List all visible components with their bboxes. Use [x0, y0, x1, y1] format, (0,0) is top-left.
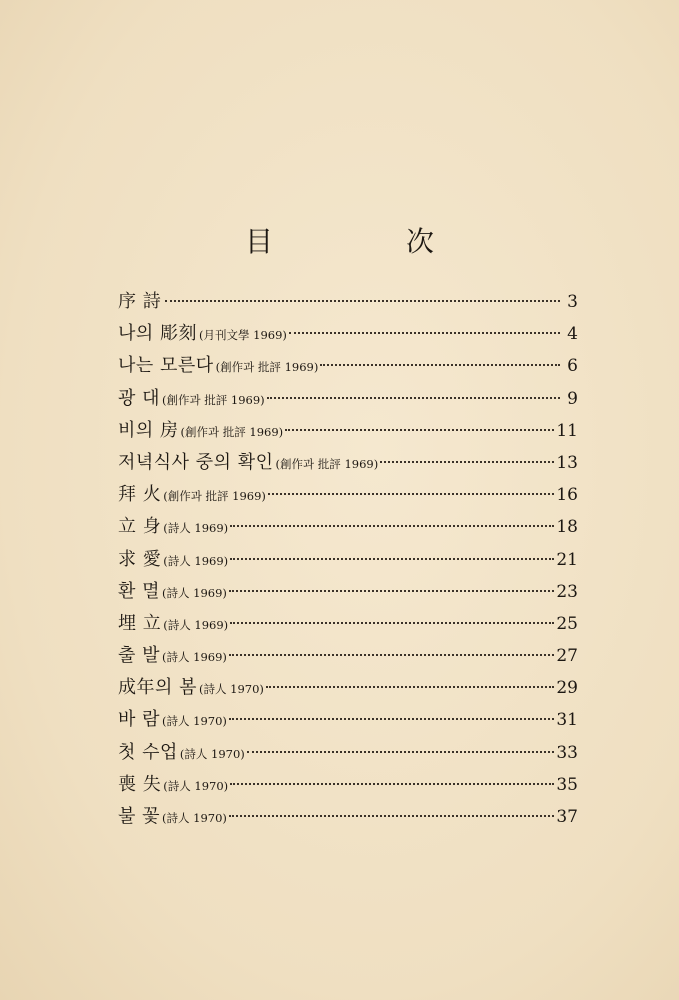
- toc-entry[interactable]: [118, 770, 578, 802]
- entry-title: 埋 立: [118, 612, 162, 634]
- entry-title: 바 람: [118, 709, 160, 731]
- toc-entry[interactable]: [118, 319, 578, 351]
- entry-page-number: 23: [556, 581, 578, 602]
- toc-entry[interactable]: [118, 705, 578, 737]
- entry-page-number: 9: [567, 388, 578, 409]
- dot-leader: [289, 332, 560, 334]
- entry-title: 비의 房: [118, 419, 179, 441]
- entry-source: (詩人 1969): [163, 521, 229, 536]
- entry-source: (詩人 1969): [163, 553, 229, 568]
- entry-page-number: 13: [556, 452, 578, 473]
- dot-leader: [229, 815, 554, 817]
- toc-entry[interactable]: [118, 673, 578, 705]
- entry-page-number: 37: [556, 807, 578, 827]
- dot-leader: [229, 718, 554, 720]
- entry-source: (詩人 1970): [162, 811, 227, 825]
- entry-title: 成年의 봄: [118, 677, 197, 699]
- entry-title: 광 대: [118, 387, 160, 409]
- entry-title: 나는 모른다: [118, 355, 214, 377]
- entry-title: 立 身: [118, 516, 162, 538]
- entry-source: (詩人 1970): [162, 714, 227, 729]
- dot-leader: [230, 783, 554, 785]
- dot-leader: [268, 493, 554, 495]
- dot-leader: [229, 590, 554, 592]
- dot-leader: [285, 429, 554, 431]
- entry-source: (月刊文學 1969): [199, 328, 287, 343]
- entry-page-number: 35: [556, 774, 578, 795]
- toc-entry[interactable]: [118, 448, 578, 480]
- entry-source: (創作과 批評 1969): [163, 489, 266, 504]
- entry-page-number: 33: [556, 742, 578, 763]
- page-title: 目 次: [245, 225, 496, 258]
- dot-leader: [229, 654, 554, 656]
- toc-entry[interactable]: [118, 351, 578, 383]
- toc-entry[interactable]: [118, 577, 578, 609]
- entry-page-number: 25: [556, 613, 578, 634]
- dot-leader: [230, 525, 554, 527]
- toc-entry[interactable]: [118, 738, 578, 770]
- entry-title: 환 멸: [118, 580, 160, 602]
- entry-title: 출 발: [118, 645, 160, 667]
- dot-leader: [266, 686, 554, 688]
- dot-leader: [230, 558, 554, 560]
- entry-source: (詩人 1969): [162, 650, 227, 665]
- toc-entry[interactable]: [118, 287, 578, 319]
- entry-source: (創作과 批評 1969): [215, 360, 319, 375]
- entry-source: (詩人 1970): [163, 778, 229, 793]
- entry-source: (創作과 批評 1969): [162, 392, 265, 407]
- dot-leader: [320, 364, 560, 366]
- table-of-contents: [118, 287, 578, 834]
- dot-leader: [230, 622, 554, 624]
- dot-leader: [165, 300, 560, 302]
- toc-entry[interactable]: [118, 480, 578, 512]
- dot-leader: [380, 461, 554, 463]
- entry-page-number: 18: [556, 517, 578, 538]
- entry-page-number: 3: [567, 292, 578, 312]
- toc-entry[interactable]: [118, 802, 578, 834]
- entry-source: (創作과 批評 1969): [180, 424, 284, 439]
- entry-page-number: 31: [556, 710, 578, 731]
- entry-page-number: 21: [556, 549, 578, 570]
- entry-title: 불 꽃: [118, 806, 160, 827]
- toc-entry[interactable]: [118, 641, 578, 673]
- entry-page-number: 4: [567, 324, 578, 345]
- toc-entry[interactable]: [118, 609, 578, 641]
- toc-entry[interactable]: [118, 512, 578, 544]
- toc-entry[interactable]: [118, 416, 578, 448]
- entry-title: 저녁식사 중의 확인: [118, 451, 274, 473]
- entry-source: (詩人 1970): [199, 682, 264, 697]
- toc-entry[interactable]: [118, 384, 578, 416]
- entry-page-number: 27: [556, 646, 578, 667]
- entry-page-number: 6: [567, 356, 578, 377]
- dot-leader: [267, 397, 560, 399]
- entry-title: 첫 수업: [118, 741, 178, 763]
- entry-source: (詩人 1969): [163, 617, 229, 632]
- entry-source: (創作과 批評 1969): [275, 456, 379, 471]
- entry-title: 序 詩: [118, 291, 162, 312]
- entry-page-number: 16: [556, 485, 578, 506]
- entry-source: (詩人 1970): [179, 746, 245, 761]
- entry-title: 拜 火: [118, 484, 162, 506]
- dot-leader: [247, 751, 555, 753]
- entry-title: 나의 彫刻: [118, 323, 197, 345]
- entry-title: 喪 失: [118, 773, 162, 795]
- entry-source: (詩人 1969): [162, 585, 227, 600]
- entry-page-number: 11: [556, 420, 578, 441]
- toc-entry[interactable]: [118, 545, 578, 577]
- entry-title: 求 愛: [118, 548, 162, 570]
- entry-page-number: 29: [556, 678, 578, 699]
